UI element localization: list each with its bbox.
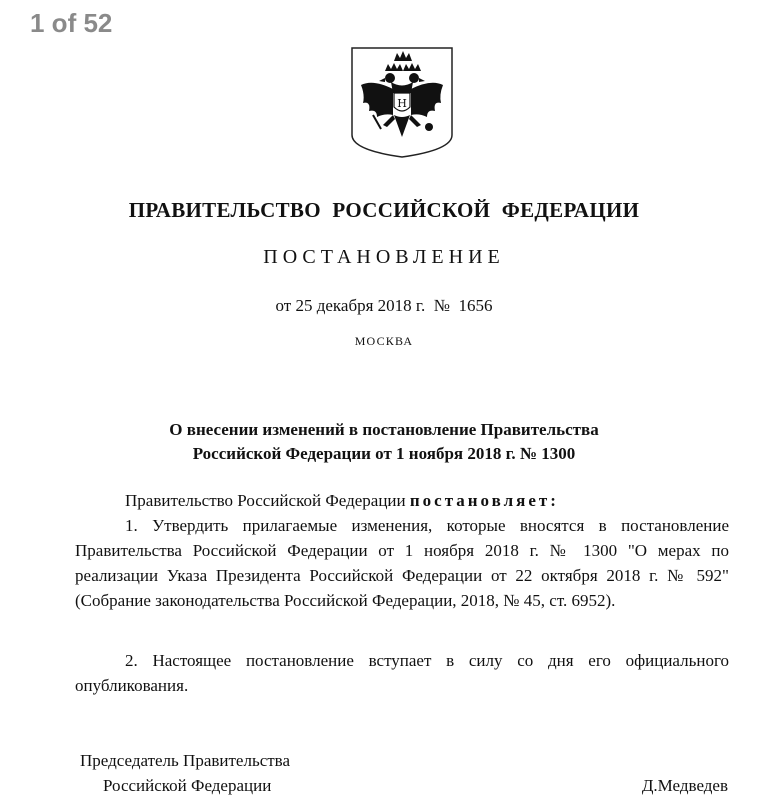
document-date-number: от 25 декабря 2018 г. № 1656 — [275, 296, 493, 315]
subject-line-2: Российской Федерации от 1 ноября 2018 г. № 1300 — [192, 444, 576, 463]
document-type: ПОСТАНОВЛЕНИЕ — [263, 246, 505, 268]
document-subject — [0, 418, 768, 466]
signatory-name: Д.Медведев — [641, 776, 728, 795]
document-city: МОСКВА — [354, 334, 414, 348]
government-title: ПРАВИТЕЛЬСТВО РОССИЙСКОЙ ФЕДЕРАЦИИ — [128, 198, 640, 222]
coat-of-arms-icon — [349, 45, 455, 160]
preamble-text: Правительство Российской Федерации — [125, 491, 406, 510]
svg-text:Н: Н — [397, 97, 407, 110]
page-counter: 1 of 52 — [30, 8, 113, 38]
preamble — [75, 488, 729, 513]
signatory-title-line-1: Председатель Правительства — [80, 751, 291, 770]
resolves-word: постановляет: — [409, 491, 559, 510]
signatory-title-line-2: Российской Федерации — [103, 776, 272, 795]
paragraph-2: 2. Настоящее постановление вступает в силу со дня его официального опубликования. — [75, 651, 729, 695]
subject-line-1: О внесении изменений в постановление Правительства — [169, 420, 599, 439]
paragraph-1: 1. Утвердить прилагаемые изменения, которые вносятся в постановление Правительства Российской Федерации от 1 ноября 2018 г. № 1300 "О мерах по реализации Указа Президента Российской Федерации от 22 октября 2018 г. № 592" (Собрание законодательства Российской Федерации, 2018, № 45, ст. 6952). — [75, 516, 729, 610]
signatory-title — [80, 748, 290, 798]
